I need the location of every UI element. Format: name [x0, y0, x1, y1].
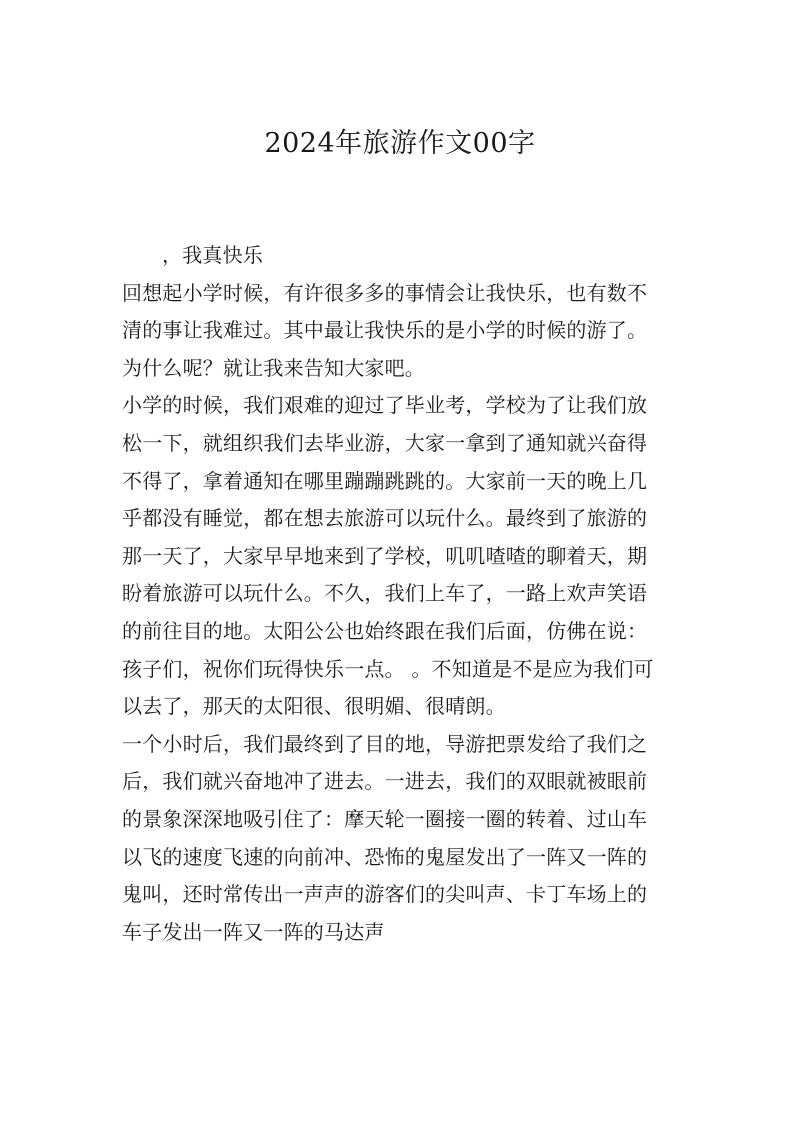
- text-line: 后，我们就兴奋地冲了进去。一进去，我们的双眼就被眼前: [122, 769, 648, 794]
- text-line: 车子发出一阵又一阵的马达声: [122, 919, 385, 944]
- text-line: 乎都没有睡觉，都在想去旅游可以玩什么。最终到了旅游的: [122, 506, 648, 531]
- text-line: 小学的时候，我们艰难的迎过了毕业考，学校为了让我们放: [122, 393, 648, 418]
- text-line: 的前往目的地。太阳公公也始终跟在我们后面，仿佛在说：: [122, 618, 648, 643]
- text-line: ，我真快乐: [162, 243, 263, 267]
- text-line: 鬼叫，还时常传出一声声的游客们的尖叫声、卡丁车场上的: [122, 882, 648, 907]
- text-line: 松一下，就组织我们去毕业游，大家一拿到了通知就兴奋得: [122, 430, 648, 455]
- document-body: [122, 237, 688, 951]
- text-line: 不得了，拿着通知在哪里蹦蹦跳跳的。大家前一天的晚上几: [122, 468, 648, 493]
- text-line: 以飞的速度飞速的向前冲、恐怖的鬼屋发出了一阵又一阵的: [122, 844, 648, 869]
- document-title: 2024年旅游作文00字: [264, 128, 536, 159]
- text-line: 回想起小学时候，有许很多多的事情会让我快乐，也有数不: [122, 280, 648, 305]
- text-line: 一个小时后，我们最终到了目的地，导游把票发给了我们之: [122, 731, 648, 756]
- text-line: 孩子们，祝你们玩得快乐一点。 。不知道是不是应为我们可: [122, 656, 654, 681]
- text-line: 盼着旅游可以玩什么。不久，我们上车了，一路上欢声笑语: [122, 581, 648, 606]
- text-line: 清的事让我难过。其中最让我快乐的是小学的时候的游了。: [122, 318, 648, 343]
- text-line: 那一天了，大家早早地来到了学校，叽叽喳喳的聊着天，期: [122, 543, 648, 568]
- text-line: 为什么呢？就让我来告知大家吧。: [122, 355, 425, 380]
- text-line: 的景象深深地吸引住了：摩天轮一圈接一圈的转着、过山车: [122, 806, 648, 831]
- text-line: 以去了，那天的太阳很、很明媚、很晴朗。: [122, 694, 506, 719]
